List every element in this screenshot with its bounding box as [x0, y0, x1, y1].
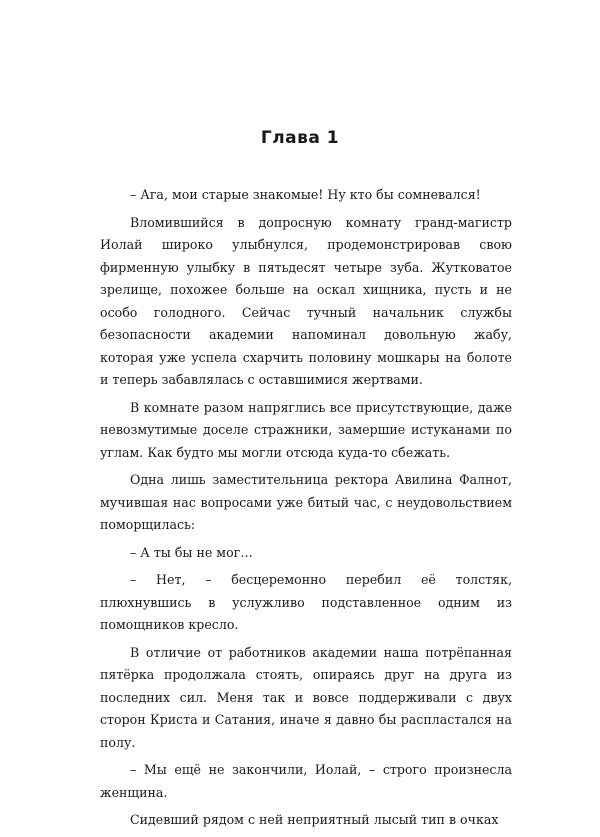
paragraph: В комнате разом напряглись все присутствующие, даже невозмутимые доселе стражники, замершие истуканами по углам. Как будто мы могли отсюда куда-то сбежать. — [100, 399, 512, 460]
chapter-title: Глава 1 — [260, 128, 340, 148]
paragraph: – А ты бы не мог… — [130, 544, 253, 560]
paragraph: В отличие от работников академии наша потрёпанная пятёрка продолжала стоять, опираясь друг на друга из последних сил. Меня так и вовсе поддерживали с двух сторон Криста и Сатания, иначе я давно бы распластался на полу. — [100, 644, 512, 750]
paragraph: Вломившийся в допросную комнату гранд-магистр Иолай широко улыбнулся, продемонстрировав свою фирменную улыбку в пятьдесят четыре зуба. Жутковатое зрелище, похожее больше на оскал хищника, пусть и не особо голодного. Сейчас тучный начальник службы безопасности академии напоминал довольную жабу, которая уже успела схарчить половину мошкары на болоте и теперь забавлялась с оставшимися жертвами. — [100, 214, 512, 387]
paragraph: – Ага, мои старые знакомые! Ну кто бы сомневался! — [130, 187, 481, 202]
body-text — [100, 184, 512, 837]
paragraph: Сидевший рядом с ней неприятный лысый тип в очках — [130, 812, 499, 827]
paragraph: – Мы ещё не закончили, Иолай, – строго произнесла женщина. — [100, 762, 512, 800]
paragraph: – Нет, – бесцеремонно перебил её толстяк, плюхнувшись в услужливо подставленное одним из помощников кресло. — [100, 572, 512, 632]
paragraph: Одна лишь заместительница ректора Авилина Фалнот, мучившая нас вопросами уже битый час, с неудовольствием поморщилась: — [100, 472, 512, 532]
